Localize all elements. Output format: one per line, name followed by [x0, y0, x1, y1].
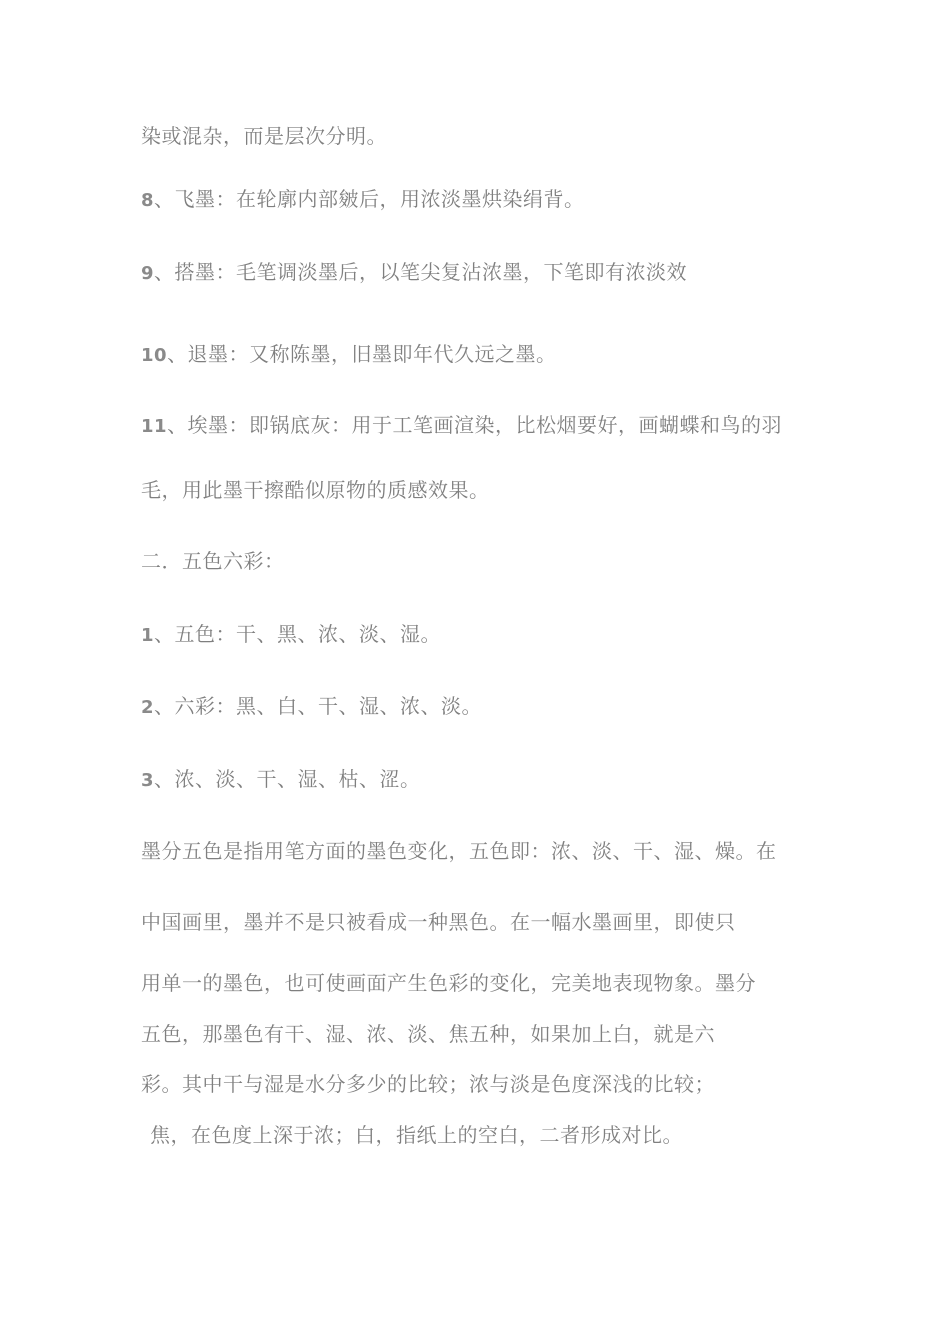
- line-text: 、浓、淡、干、湿、枯、涩。: [154, 767, 421, 791]
- line-text: 中国画里，墨并不是只被看成一种黑色。在一幅水墨画里，即使只: [141, 910, 736, 934]
- item-number: 8: [141, 190, 155, 211]
- line-text: 墨分五色是指用笔方面的墨色变化，五色即：浓、淡、干、湿、燥。在: [141, 839, 777, 863]
- line-text: 、飞墨：在轮廓内部皴后，用浓淡墨烘染绢背。: [154, 187, 585, 211]
- text-line: [141, 122, 387, 150]
- paragraph-line: [150, 1121, 683, 1149]
- list-item-10: [141, 340, 557, 370]
- line-text: 染或混杂，而是层次分明。: [141, 124, 387, 148]
- line-text: 、六彩：黑、白、干、湿、浓、淡。: [154, 694, 483, 718]
- list-item-1: [141, 620, 441, 650]
- line-text: 、五色：干、黑、浓、淡、湿。: [154, 622, 442, 646]
- line-text: 、退墨：又称陈墨，旧墨即年代久远之墨。: [167, 342, 557, 366]
- line-text: 毛，用此墨干擦酷似原物的质感效果。: [141, 478, 490, 502]
- line-text: 用单一的墨色，也可使画面产生色彩的变化，完美地表现物象。墨分: [141, 971, 756, 995]
- text-line: [141, 476, 490, 504]
- item-number: 3: [141, 770, 155, 791]
- heading-text: 二．五色六彩：: [141, 549, 285, 573]
- paragraph-line: [141, 1020, 715, 1048]
- line-text: 、搭墨：毛笔调淡墨后，以笔尖复沾浓墨，下笔即有浓淡效: [154, 260, 688, 284]
- line-text: 五色，那墨色有干、湿、浓、淡、焦五种，如果加上白，就是六: [141, 1022, 715, 1046]
- item-number: 1: [141, 625, 155, 646]
- list-item-11: [141, 411, 782, 441]
- paragraph-line: [141, 1070, 715, 1098]
- item-number: 2: [141, 697, 155, 718]
- paragraph-line: [141, 908, 736, 936]
- line-text: 焦，在色度上深于浓；白，指纸上的空白，二者形成对比。: [150, 1123, 683, 1147]
- list-item-2: [141, 692, 482, 722]
- list-item-3: [141, 765, 421, 795]
- paragraph-line: [141, 837, 777, 865]
- item-number: 9: [141, 263, 155, 284]
- line-text: 、埃墨：即锅底灰：用于工笔画渲染，比松烟要好，画蝴蝶和鸟的羽: [167, 413, 783, 437]
- list-item-9: [141, 258, 687, 288]
- paragraph-line: [141, 969, 756, 997]
- item-number: 10: [141, 345, 168, 366]
- item-number: 11: [141, 416, 168, 437]
- list-item-8: [141, 185, 585, 215]
- line-text: 彩。其中干与湿是水分多少的比较；浓与淡是色度深浅的比较；: [141, 1072, 715, 1096]
- section-heading: [141, 547, 285, 575]
